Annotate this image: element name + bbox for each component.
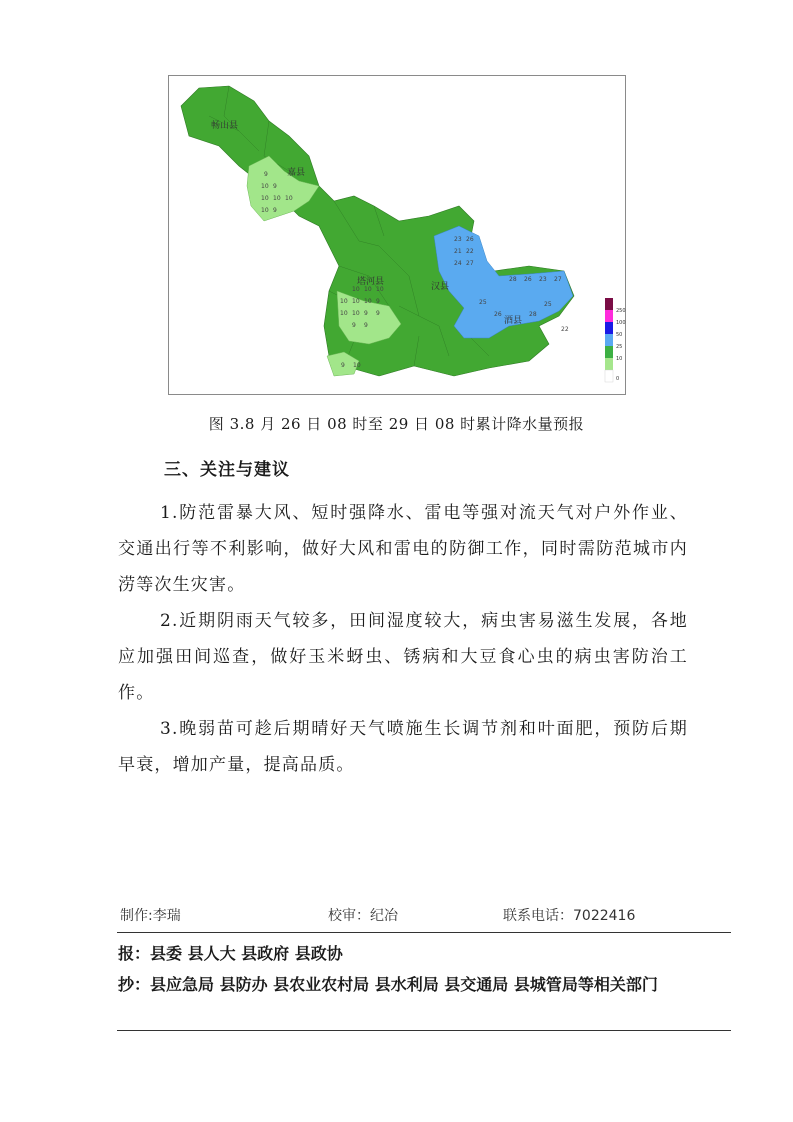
map-value: 9 [264,171,268,178]
map-legend [605,298,626,382]
legend-swatch [605,310,613,322]
legend-tick: 0 [616,376,620,382]
map-value: 28 [529,311,537,318]
map-value: 10 [273,195,281,202]
map-value: 10 [261,195,269,202]
map-value: 9 [341,362,345,369]
legend-swatch [605,322,613,334]
map-value: 9 [376,310,380,317]
map-value: 9 [364,322,368,329]
legend-tick: 250 [616,308,626,314]
paragraph-3: 3.晚弱苗可趁后期晴好天气喷施生长调节剂和叶面肥，预防后期早衰，增加产量，提高品质。 [118,719,688,775]
footer-divider-top [117,932,731,933]
county-label-2: 嘉县 [287,168,306,178]
map-value: 10 [364,286,372,293]
map-value: 10 [261,183,269,190]
figure-caption: 图 3.8 月 26 日 08 时至 29 日 08 时累计降水量预报 [208,415,585,433]
section-heading: 三、关注与建议 [164,460,290,480]
reviewer-credit: 校审：纪冶 [328,908,398,924]
map-value: 23 [539,276,547,283]
county-label-4: 汉县 [431,282,450,292]
legend-swatch [605,346,613,358]
map-value: 10 [353,362,361,369]
legend-swatch [605,370,613,382]
contact-phone: 联系电话：7022416 [503,908,636,924]
map-value: 26 [494,311,502,318]
map-value: 21 [454,248,462,255]
map-svg [169,76,627,396]
footer-divider-bottom [117,1030,731,1031]
legend-tick: 10 [616,356,623,362]
precipitation-forecast-map [168,75,626,395]
paragraph-2: 2.近期阴雨天气较多，田间湿度较大，病虫害易滋生发展，各地应加强田间巡查，做好玉米蚜虫、锈病和大豆食心虫的病虫害防治工作。 [118,611,688,703]
map-value: 10 [261,207,269,214]
map-value: 10 [352,286,360,293]
legend-tick: 25 [616,344,623,350]
map-value: 10 [352,310,360,317]
legend-tick: 100 [616,320,626,326]
paragraph-1: 1.防范雷暴大风、短时强降水、雷电等强对流天气对户外作业、交通出行等不利影响，做好大风和雷电的防御工作，同时需防范城市内涝等次生灾害。 [118,503,688,595]
map-value: 26 [524,276,532,283]
map-value: 26 [466,236,474,243]
copy-to: 抄：县应急局 县防办 县农业农村局 县水利局 县交通局 县城管局等相关部门 [118,975,658,994]
map-value: 10 [376,286,384,293]
map-value: 27 [466,260,474,267]
map-value: 10 [285,195,293,202]
map-value: 25 [479,299,487,306]
report-to: 报：县委 县人大 县政府 县政协 [118,944,343,963]
map-value: 25 [544,301,552,308]
map-value: 10 [364,298,372,305]
map-value: 28 [509,276,517,283]
map-value: 9 [273,183,277,190]
map-value: 22 [561,326,569,333]
map-value: 9 [352,322,356,329]
producer-credit: 制作:李瑞 [120,908,181,924]
legend-swatch [605,298,613,310]
map-value: 10 [340,298,348,305]
map-value: 27 [554,276,562,283]
legend-swatch [605,358,613,370]
legend-tick: 50 [616,332,623,338]
county-label-5: 酒县 [504,316,523,326]
map-value: 9 [376,298,380,305]
map-value: 10 [352,298,360,305]
map-value: 9 [364,310,368,317]
map-value: 24 [454,260,462,267]
map-value: 23 [454,236,462,243]
legend-swatch [605,334,613,346]
map-value: 10 [340,310,348,317]
county-label-3: 塔河县 [357,277,385,287]
map-value: 22 [466,248,474,255]
map-value: 9 [273,207,277,214]
county-label-1: 畅山县 [211,121,239,131]
